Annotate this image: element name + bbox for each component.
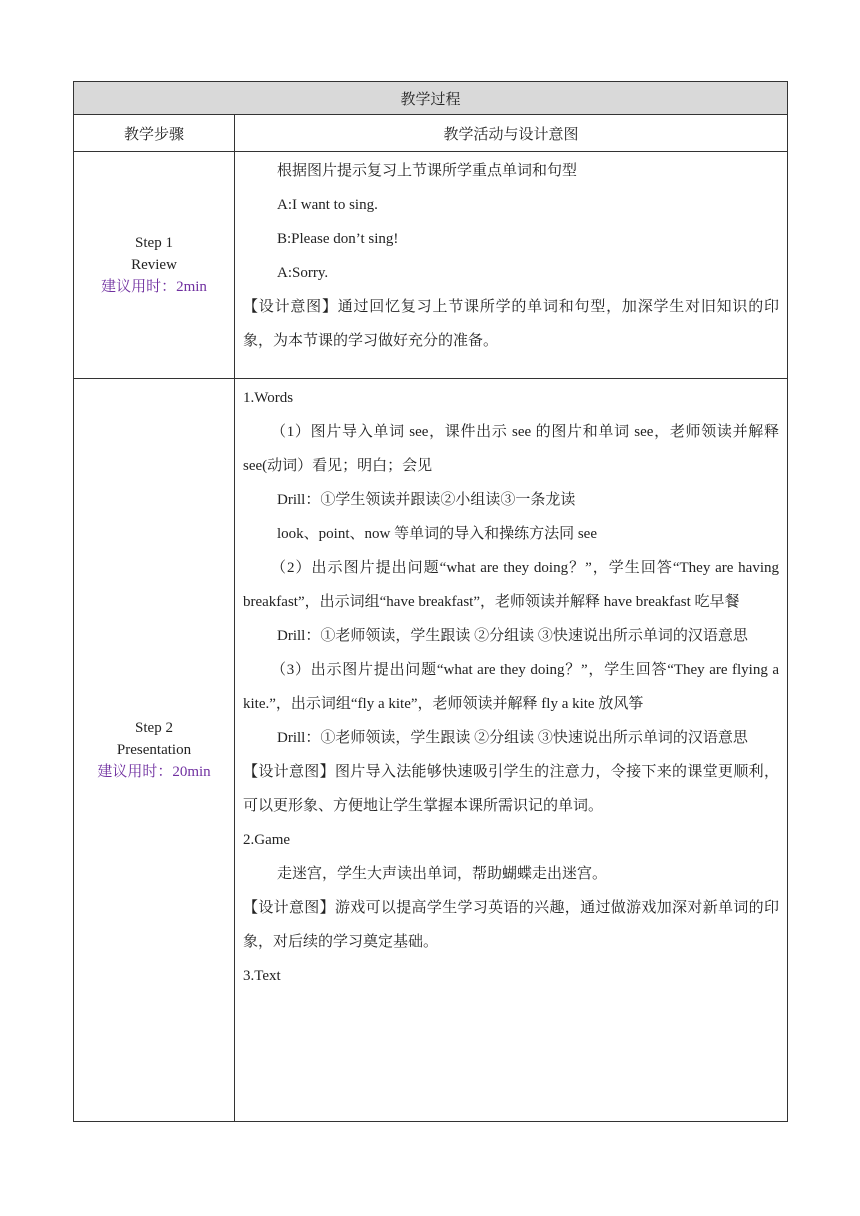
step2-name: Step 2 [135,720,173,736]
section-heading: 3.Text [243,968,281,984]
section-heading: 1.Words [243,390,294,406]
drill-line: Drill：①老师领读，学生跟读 ②分组读 ③快速说出所示单词的汉语意思 [277,730,748,746]
dialogue-line: A:Sorry. [277,265,329,281]
lesson-process-table [73,81,788,1122]
step2-phase: Presentation [116,742,192,758]
table-row-step2 [74,379,788,1122]
design-intent: 【设计意图】通过回忆复习上节课所学的单词和句型，加深学生对旧知识的印象，为本节课的学习做好充分的准备。 [243,299,780,349]
step1-content [235,152,788,379]
dialogue-line: B:Please don’t sing! [277,231,399,247]
design-intent: 【设计意图】图片导入法能够快速吸引学生的注意力，令接下来的课堂更顺利，可以更形象、方便地让学生掌握本课所需识记的单词。 [243,764,780,814]
game-description: 走迷宫，学生大声读出单词，帮助蝴蝶走出迷宫。 [277,866,608,882]
words-item: （2）出示图片提出问题“what are they doing？”，学生回答“They are having breakfast”，出示词组“have breakfast”，老师领读并解释 have breakfast 吃早餐 [243,560,780,610]
table-title: 教学过程 [74,82,788,115]
section-heading: 2.Game [243,832,291,848]
step2-time: 建议用时：20min [97,764,211,780]
step1-intro: 根据图片提示复习上节课所学重点单词和句型 [277,163,578,179]
drill-line: Drill：①学生领读并跟读②小组读③一条龙读 [277,492,576,508]
column-header-activity: 教学活动与设计意图 [235,115,788,152]
column-header-step: 教学步骤 [74,115,235,152]
step1-cell [74,152,235,379]
step2-cell [74,379,235,1122]
words-note: look、point、now 等单词的导入和操练方法同 see [277,526,597,542]
words-item: （3）出示图片提出问题“what are they doing？”，学生回答“They are flying a kite.”，出示词组“fly a kite”，老师领读并解释 fly a kite 放风筝 [243,662,780,712]
design-intent: 【设计意图】游戏可以提高学生学习英语的兴趣，通过做游戏加深对新单词的印象，对后续的学习奠定基础。 [243,900,780,950]
step1-time: 建议用时：2min [101,279,207,295]
step2-content [235,379,788,1122]
drill-line: Drill：①老师领读，学生跟读 ②分组读 ③快速说出所示单词的汉语意思 [277,628,748,644]
dialogue-line: A:I want to sing. [277,197,378,213]
step1-name: Step 1 [135,235,173,251]
words-item: （1）图片导入单词 see，课件出示 see 的图片和单词 see，老师领读并解释 see(动词）看见；明白；会见 [243,424,780,474]
table-row-step1 [74,152,788,379]
step1-phase: Review [131,257,177,273]
